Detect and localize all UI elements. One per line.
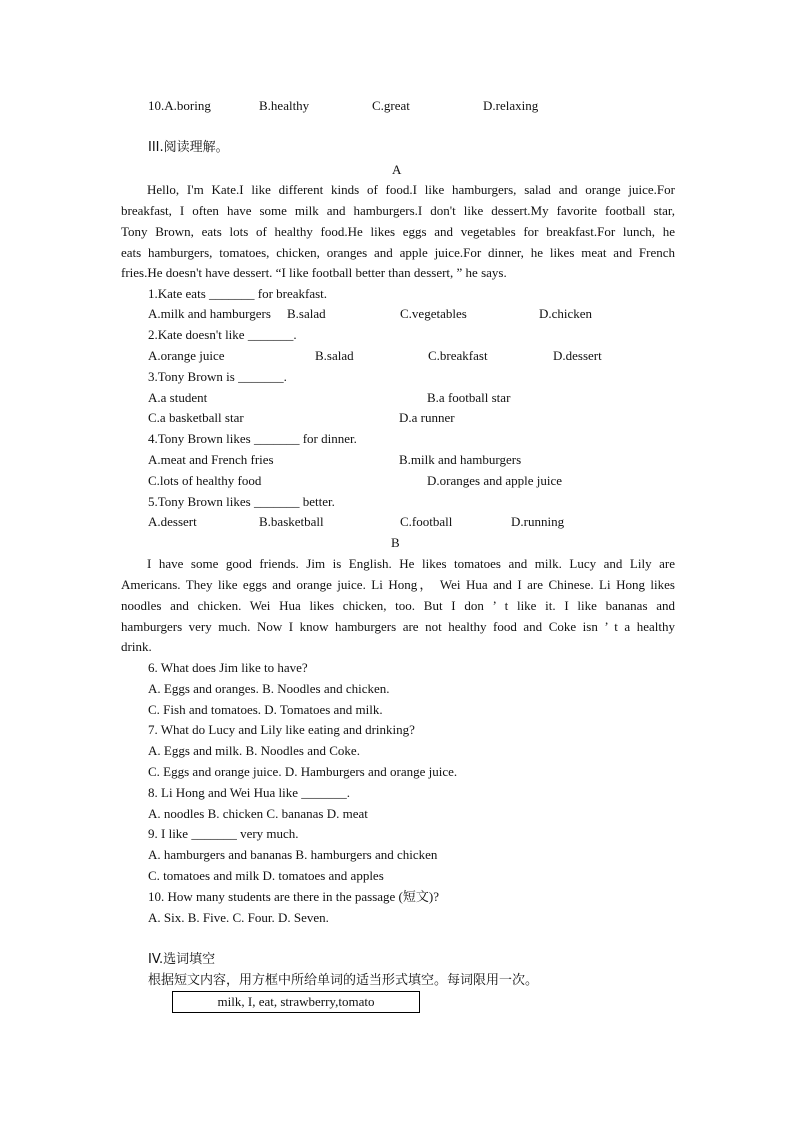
option: C. Eggs and orange juice. D. Hamburgers and orange juice. <box>148 764 458 779</box>
option: B.milk and hamburgers <box>399 452 522 467</box>
option: C. Fish and tomatoes. D. Tomatoes and milk. <box>148 702 383 717</box>
question: 10. How many students are there in the passage (短文)? <box>148 889 439 904</box>
option: C.a basketball star <box>148 410 244 425</box>
option: B.salad <box>287 306 326 321</box>
passage-line: Hello, I'm Kate.I like different kinds of food.I like hamburgers, salad and orange juice.For <box>147 182 675 197</box>
question: 1.Kate eats _______ for breakfast. <box>148 286 328 301</box>
option: C.vegetables <box>400 306 467 321</box>
passage-heading: A <box>392 162 402 177</box>
section-title: IV.选词填空 <box>148 952 216 967</box>
passage-line: drink. <box>121 639 152 654</box>
option: B.a football star <box>427 390 511 405</box>
question: 7. What do Lucy and Lily like eating and drinking? <box>148 722 415 737</box>
question: 3.Tony Brown is _______. <box>148 369 287 384</box>
option: A. Eggs and milk. B. Noodles and Coke. <box>148 743 360 758</box>
option: D.running <box>511 514 565 529</box>
question: 5.Tony Brown likes _______ better. <box>148 494 335 509</box>
question: 6. What does Jim like to have? <box>148 660 308 675</box>
question: 8. Li Hong and Wei Hua like _______. <box>148 785 350 800</box>
option-text: D.relaxing <box>483 98 539 113</box>
option: A. Eggs and oranges. B. Noodles and chicken. <box>148 681 390 696</box>
option: B.basketball <box>259 514 324 529</box>
option: A.orange juice <box>148 348 225 363</box>
question: 2.Kate doesn't like _______. <box>148 327 297 342</box>
passage-line: hamburgers very much. Now I know hamburgers are not healthy food and Coke isn ’ t a healthy <box>121 619 675 634</box>
option: A. Six. B. Five. C. Four. D. Seven. <box>148 910 329 925</box>
option: D.a runner <box>399 410 455 425</box>
passage-line: breakfast, I often have some milk and hamburgers.I don't like dessert.My favorite football star, <box>121 203 675 218</box>
option-text: B.healthy <box>259 98 310 113</box>
option: D.chicken <box>539 306 593 321</box>
option: A. hamburgers and bananas B. hamburgers and chicken <box>148 847 438 862</box>
option: A. noodles B. chicken C. bananas D. meat <box>148 806 368 821</box>
option: A.a student <box>148 390 208 405</box>
option: A.dessert <box>148 514 197 529</box>
instruction: 根据短文内容，用方框中所给单词的适当形式填空。每词限用一次。 <box>148 973 539 988</box>
passage-line: fries.He doesn't have dessert. “I like football better than dessert, ” he says. <box>121 265 507 280</box>
option: A.meat and French fries <box>148 452 274 467</box>
passage-heading: B <box>391 535 400 550</box>
question: 9. I like _______ very much. <box>148 826 299 841</box>
option: B.salad <box>315 348 354 363</box>
option-text: C.great <box>372 98 410 113</box>
passage-line: noodles and chicken. Wei Hua likes chicken, too. But I don ’ t like it. I like bananas and <box>121 598 675 613</box>
question: 4.Tony Brown likes _______ for dinner. <box>148 431 357 446</box>
option: C.breakfast <box>428 348 488 363</box>
option: C. tomatoes and milk D. tomatoes and apples <box>148 868 384 883</box>
word-box: milk, I, eat, strawberry,tomato <box>172 991 420 1013</box>
passage-line: Americans. They like eggs and orange juice. Li Hong， Wei Hua and I are Chinese. Li Hong likes <box>121 577 675 592</box>
section-title: III.阅读理解。 <box>148 140 229 155</box>
option: D.dessert <box>553 348 602 363</box>
passage-line: I have some good friends. Jim is English. He likes tomatoes and milk. Lucy and Lily are <box>147 556 675 571</box>
passage-line: Tony Brown, eats lots of healthy food.He likes eggs and vegetables for breakfast.For lunch, he <box>121 224 675 239</box>
option: C.lots of healthy food <box>148 473 262 488</box>
option: A.milk and hamburgers <box>148 306 271 321</box>
passage-line: eats hamburgers, tomatoes, chicken, oranges and apple juice.For dinner, he likes meat and French <box>121 245 675 260</box>
option-text: 10.A.boring <box>148 98 211 113</box>
option: D.oranges and apple juice <box>427 473 563 488</box>
option: C.football <box>400 514 453 529</box>
